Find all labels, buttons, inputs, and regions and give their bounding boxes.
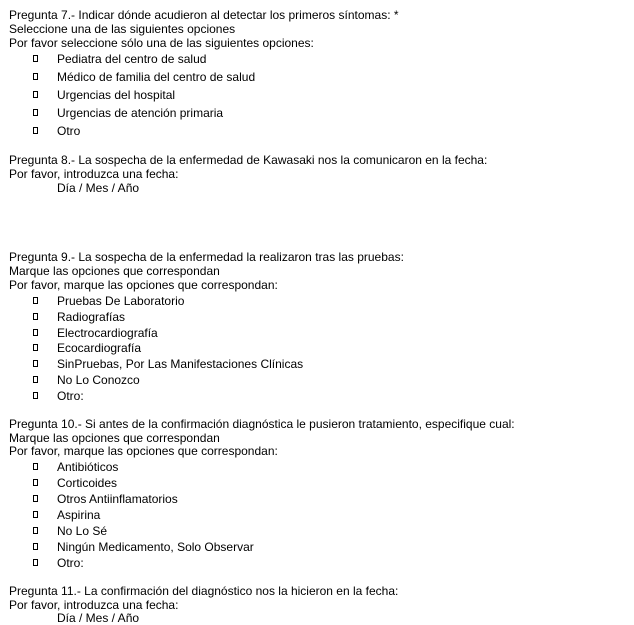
q7-radio-box[interactable] bbox=[33, 55, 38, 62]
q9-option-label: Otro: bbox=[57, 389, 84, 403]
q7-instruction: Por favor seleccione sólo una de las siguientes opciones: bbox=[9, 36, 314, 50]
q7-option-label: Pediatra del centro de salud bbox=[57, 52, 207, 66]
q9-option-label: No Lo Conozco bbox=[57, 373, 140, 387]
q9-checkbox[interactable] bbox=[33, 313, 38, 320]
q10-option-label: Ningún Medicamento, Solo Observar bbox=[57, 540, 254, 554]
q10-option-label: Otros Antiinflamatorios bbox=[57, 492, 178, 506]
q10-checkbox[interactable] bbox=[33, 511, 38, 518]
q10-checkbox[interactable] bbox=[33, 479, 38, 486]
q10-option-label: Antibióticos bbox=[57, 460, 119, 474]
q10-checkbox[interactable] bbox=[33, 543, 38, 550]
q10-checkbox[interactable] bbox=[33, 527, 38, 534]
q7-option-label: Urgencias de atención primaria bbox=[57, 106, 224, 120]
q8-instruction: Por favor, introduzca una fecha: bbox=[9, 167, 179, 181]
q9-option-label: Electrocardiografía bbox=[57, 326, 158, 340]
q9-hint: Marque las opciones que correspondan bbox=[9, 264, 220, 278]
q9-checkbox[interactable] bbox=[33, 376, 38, 383]
q9-checkbox[interactable] bbox=[33, 344, 38, 351]
q9-title: Pregunta 9.- La sospecha de la enfermedad la realizaron tras las pruebas: bbox=[9, 250, 404, 264]
q10-checkbox[interactable] bbox=[33, 559, 38, 566]
q10-instruction: Por favor, marque las opciones que correspondan: bbox=[9, 444, 278, 458]
q9-option-label: Radiografías bbox=[57, 310, 126, 324]
q10-hint: Marque las opciones que correspondan bbox=[9, 431, 220, 445]
q9-option-label: Ecocardiografía bbox=[57, 341, 142, 355]
q7-radio-box[interactable] bbox=[33, 91, 38, 98]
q9-instruction: Por favor, marque las opciones que correspondan: bbox=[9, 278, 278, 292]
q9-option-label: Pruebas De Laboratorio bbox=[57, 294, 185, 308]
q7-radio-box[interactable] bbox=[33, 127, 38, 134]
q8-date-field[interactable]: Día / Mes / Año bbox=[57, 181, 140, 195]
q10-option-label: Otro: bbox=[57, 556, 84, 570]
q7-option-label: Médico de familia del centro de salud bbox=[57, 70, 256, 84]
q10-option-label: Corticoides bbox=[57, 476, 118, 490]
q9-checkbox[interactable] bbox=[33, 392, 38, 399]
q7-radio-box[interactable] bbox=[33, 73, 38, 80]
q7-option-label: Otro bbox=[57, 124, 81, 138]
q9-checkbox[interactable] bbox=[33, 329, 38, 336]
q9-option-label: SinPruebas, Por Las Manifestaciones Clínicas bbox=[57, 357, 304, 371]
q7-option-label: Urgencias del hospital bbox=[57, 88, 176, 102]
q7-radio-box[interactable] bbox=[33, 109, 38, 116]
q11-date-field[interactable]: Día / Mes / Año bbox=[57, 611, 140, 625]
q7-title: Pregunta 7.- Indicar dónde acudieron al detectar los primeros síntomas: * bbox=[9, 8, 399, 22]
q11-title: Pregunta 11.- La confirmación del diagnóstico nos la hicieron en la fecha: bbox=[9, 584, 399, 598]
q10-title: Pregunta 10.- Si antes de la confirmación diagnóstica le pusieron tratamiento, especifique cual: bbox=[9, 417, 515, 431]
q11-instruction: Por favor, introduzca una fecha: bbox=[9, 598, 179, 612]
q9-checkbox[interactable] bbox=[33, 360, 38, 367]
q10-checkbox[interactable] bbox=[33, 495, 38, 502]
q10-option-label: No Lo Sé bbox=[57, 524, 108, 538]
q9-checkbox[interactable] bbox=[33, 297, 38, 304]
q10-option-label: Aspirina bbox=[57, 508, 101, 522]
q7-hint: Seleccione una de las siguientes opciones bbox=[9, 22, 236, 36]
q10-checkbox[interactable] bbox=[33, 463, 38, 470]
q8-title: Pregunta 8.- La sospecha de la enfermedad de Kawasaki nos la comunicaron en la fecha: bbox=[9, 153, 488, 167]
